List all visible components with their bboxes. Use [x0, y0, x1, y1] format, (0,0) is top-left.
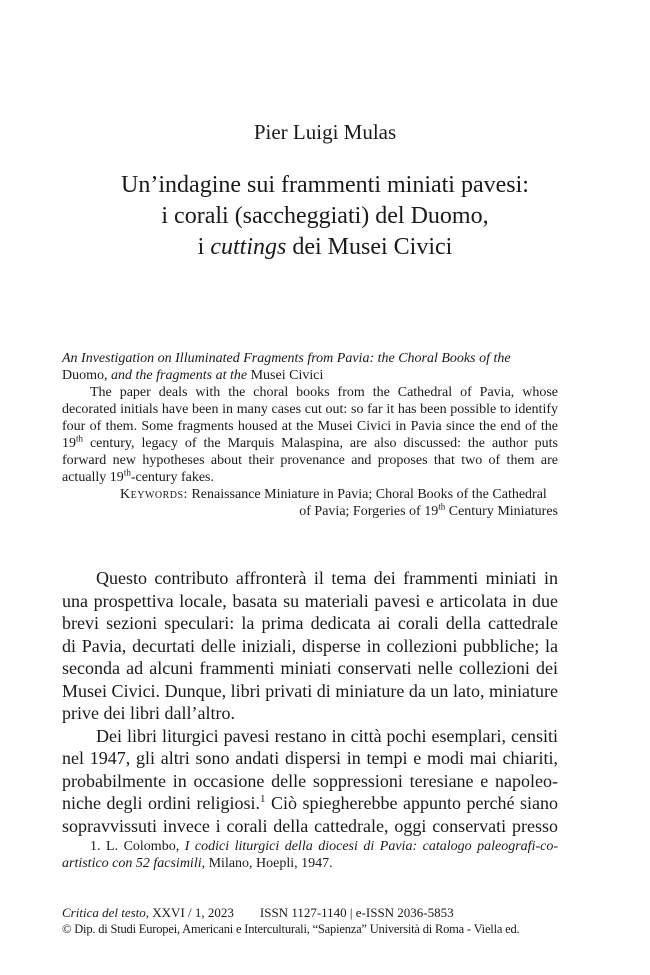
english-title-italic: and the fragments at the [107, 368, 251, 383]
abstract-text [62, 384, 558, 486]
journal-issn: ISSN 1127-1140 | e-ISSN 2036-5853 [259, 905, 454, 920]
english-title [62, 350, 558, 384]
keywords-label: Keywords: [120, 487, 188, 502]
footnote-num: 1. L. Colombo, [90, 839, 185, 854]
body-paragraph-1 [62, 567, 558, 725]
title-line-3-pre: i [197, 234, 211, 260]
p1-line: brevi sezioni speculari: la prima dedicata ai corali della cattedrale [62, 613, 558, 633]
title-line-1: Un’indagine sui frammenti miniati pavesi: [121, 172, 529, 198]
footer-copyright: © Dip. di Studi Europei, Americani e Interculturali, “Sapienza” Università di Roma - Viella ed. [62, 922, 520, 936]
body-text [62, 567, 558, 837]
journal-name: Critica del testo [62, 905, 146, 920]
abstract-text-3: -century fakes. [130, 470, 215, 485]
title-line-3-post: dei Musei Civici [286, 234, 453, 260]
title-line-3-italic: cuttings [210, 234, 287, 260]
keywords-text-2b: Century Miniatures [445, 504, 558, 519]
footnote-rest: , Milano, Hoepli, 1947. [201, 856, 333, 871]
p1-line: seconda ad alcuni frammenti miniati conservati nelle collezioni dei [62, 658, 558, 678]
footnote-italic: I codici liturgici della diocesi di Pavia: catalogo paleografi-co-artistico con 52 facsimili [62, 839, 558, 871]
footnote-1 [62, 838, 558, 872]
author-name: Pier Luigi Mulas [253, 120, 397, 144]
p1-line: una prospettiva locale, basata su materiali pavesi e articolata in due [62, 590, 558, 611]
p1-line: Musei Civici. Dunque, libri privati di miniature da un lato, miniature [62, 680, 558, 701]
p2-line-4a: niche degli ordini religiosi. [62, 793, 260, 813]
keywords-sup: th [438, 501, 446, 512]
abstract-sup-1: th [76, 433, 84, 444]
title-line-3 [0, 232, 650, 263]
journal-issue: , XXVI / 1, 2023 [145, 905, 234, 920]
footnote [62, 838, 558, 872]
abstract-text-2: century, legacy of the Marquis Malaspina, are also discussed: the author puts forward new hypotheses about their provenance and proposes that two of them are actually 19 [62, 436, 558, 485]
english-title-roman-2: Musei Civici [250, 368, 324, 383]
p1-line: di Pavia, decurtati delle iniziali, disperse in collezioni pubbliche; la [62, 635, 558, 656]
p2-line: nel 1947, gli altri sono andati dispersi in tempi e modi mai chiariti, [62, 748, 558, 768]
body-paragraph-2 [62, 725, 558, 838]
p2-line: Dei libri liturgici pavesi restano in città pochi esemplari, censiti [96, 725, 558, 746]
footnote-ref: 1 [260, 793, 266, 805]
p2-line-with-ref [62, 792, 558, 815]
abstract-block [62, 350, 558, 520]
p2-line: probabilmente in occasione delle soppressioni teresiane e napoleo- [62, 770, 558, 791]
abstract-sup-2: th [123, 467, 131, 478]
keywords-text-2a: of Pavia; Forgeries of 19 [299, 504, 439, 519]
keywords-line-1 [62, 486, 558, 503]
keywords-text-1: Renaissance Miniature in Pavia; Choral Books of the Cathedral [187, 487, 547, 502]
p2-line: sopravvissuti invece i corali della cattedrale, oggi conservati presso [62, 815, 558, 836]
english-title-roman-1: Duomo, [62, 368, 108, 383]
footer-line-1 [62, 905, 562, 921]
english-title-a: An Investigation on Illuminated Fragments from Pavia: the Choral Books of the [62, 351, 511, 366]
title-line-2: i corali (saccheggiati) del Duomo, [161, 203, 489, 229]
p1-line: prive dei libri dall’altro. [62, 703, 235, 723]
p1-line: Questo contributo affronterà il tema dei frammenti miniati in [96, 568, 558, 588]
abstract-text-1: The paper deals with the choral books from the Cathedral of Pavia, whose decorated initials have been in many cases cut out: so far it has been possible to identify four of them. Some fragments housed at the Musei Civici in Pavia since the end of the 19 [62, 385, 558, 451]
keywords-line-2 [62, 503, 558, 520]
page-footer [62, 905, 562, 937]
p2-line-4b: Ciò spiegherebbe appunto perché siano [265, 793, 558, 813]
article-title [0, 170, 650, 263]
